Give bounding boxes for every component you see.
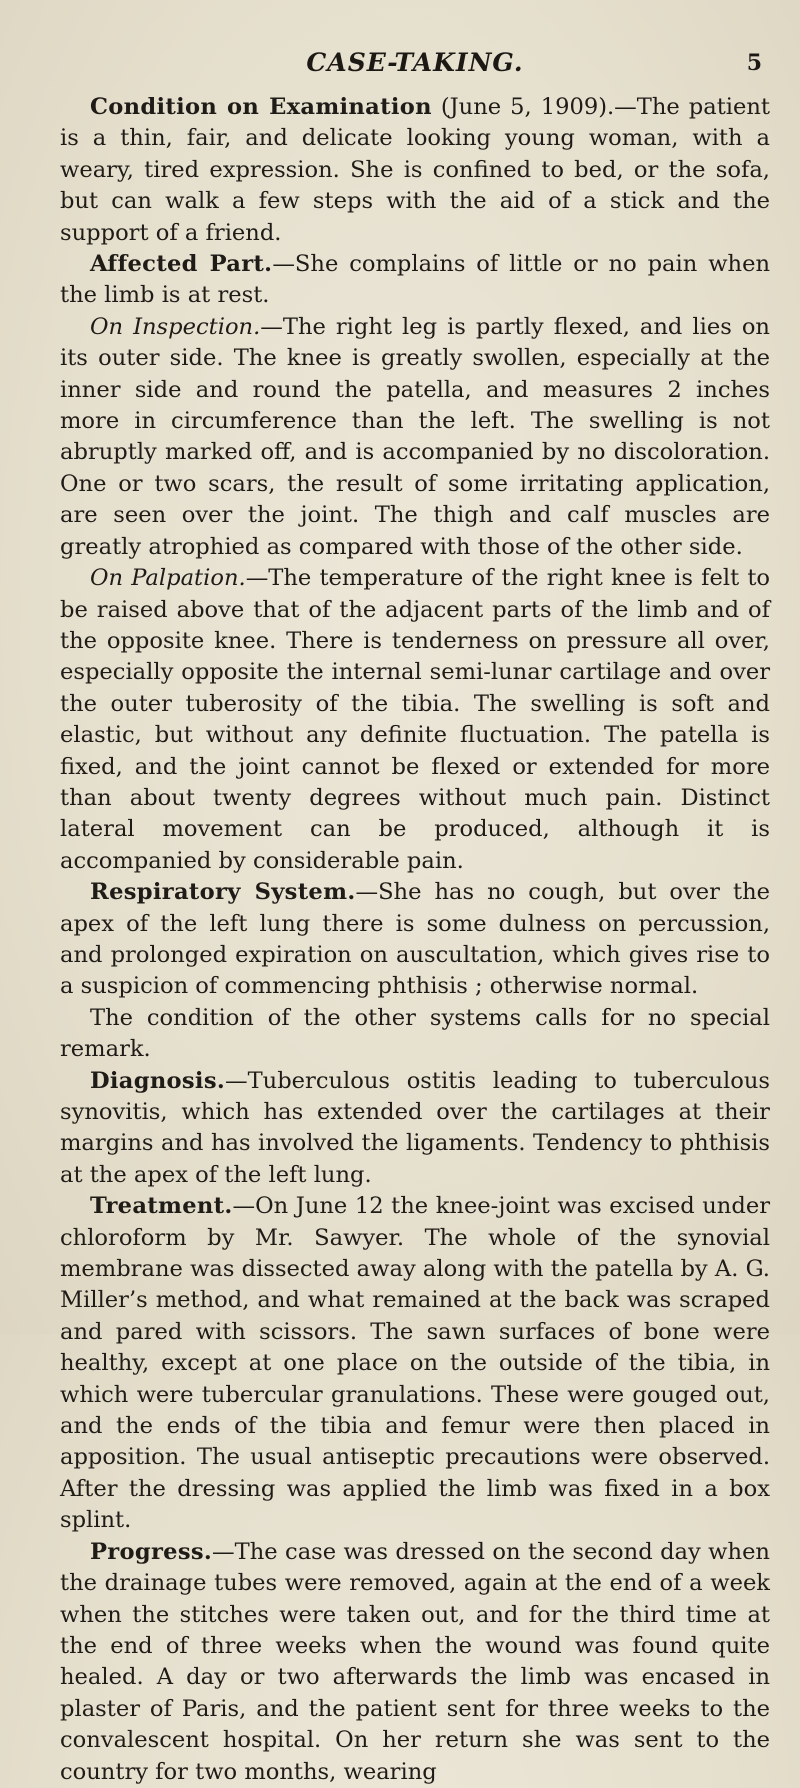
paragraph-on-inspection xyxy=(60,312,770,563)
section-heading: On Inspection. xyxy=(90,313,261,340)
paragraph-treatment xyxy=(60,1191,770,1536)
paragraph-text: —She complains of little or no pain when the limb is at rest. xyxy=(60,251,771,309)
paragraph-text: —The temperature of the right knee is felt to be raised above that of the adjacent parts of the limb and of the opposite knee. There is tenderness on pressure all over, especially opposite the internal semi-lunar cartilage and over the outer tuberosity of the tibia. The swelling is soft and elastic, but without any definite fluctuation. The patella is fixed, and the joint cannot be flexed or extended for more than about twenty degrees without much pain. Distinct lateral movement can be produced, although it is accompanied by considerable pain. xyxy=(60,565,770,874)
paragraph-condition-on-examination xyxy=(60,92,770,249)
section-heading: Treatment. xyxy=(90,1193,233,1220)
page-number: 5 xyxy=(746,50,762,76)
paragraph-progress xyxy=(60,1537,770,1788)
section-heading: Progress. xyxy=(90,1538,213,1565)
paragraph-text: —The case was dressed on the second day when the drainage tubes were removed, again at the end of a week when the stitches were taken out, and for the third time at the end of three weeks when the wound was found quite healed. A day or two afterwards the limb was encased in plaster of Paris, and the patient sent for three weeks to the convalescent hospital. On her return she was sent to the country for two months, wearing xyxy=(60,1538,770,1785)
section-heading: Diagnosis. xyxy=(90,1067,225,1094)
running-title: CASE-TAKING. xyxy=(306,48,524,77)
paragraph-on-palpation xyxy=(60,563,770,877)
paragraph-diagnosis xyxy=(60,1066,770,1192)
section-heading: Condition on Examination xyxy=(90,94,432,120)
running-header xyxy=(60,48,770,92)
paragraph-respiratory-system xyxy=(60,877,770,1003)
section-heading: Affected Part. xyxy=(90,251,273,278)
paragraph-text: —Tuberculous ostitis leading to tuberculous synovitis, which has extended over the cartilages at their margins and has involved the ligaments. Tendency to phthisis at the apex of the left lung. xyxy=(60,1067,770,1188)
body-text xyxy=(60,92,770,1788)
paragraph-text: (June 5, 1909).—The patient is a thin, fair, and delicate looking young woman, with a weary, tired expression. She is confined to bed, or the sofa, but can walk a few steps with the aid of a stick and the support of a friend. xyxy=(60,94,770,246)
paragraph-other-systems xyxy=(60,1003,770,1066)
paragraph-text: —She has no cough, but over the apex of the left lung there is some dulness on percussion, and prolonged expiration on auscultation, which gives rise to a suspicion of commencing phthisis ; otherwise normal. xyxy=(60,879,770,1000)
paragraph-affected-part xyxy=(60,249,770,312)
paragraph-text: —On June 12 the knee-joint was excised under chloroform by Mr. Sawyer. The whole of the synovial membrane was dissected away along with the patella by A. G. Miller’s method, and what remained at the back was scraped and pared with scissors. The sawn surfaces of bone were healthy, except at one place on the outside of the tibia, in which were tubercular granulations. These were gouged out, and the ends of the tibia and femur were then placed in apposition. The usual antiseptic precautions were observed. After the dressing was applied the limb was fixed in a box splint. xyxy=(60,1193,770,1534)
section-heading: Respiratory System. xyxy=(90,879,356,906)
section-heading: On Palpation. xyxy=(90,565,246,592)
paragraph-text: The condition of the other systems calls for no special remark. xyxy=(60,1004,770,1063)
paragraph-text: —The right leg is partly flexed, and lies on its outer side. The knee is greatly swollen, especially at the inner side and round the patella, and measures 2 inches more in circumference than the left. The swelling is not abruptly marked off, and is accompanied by no discoloration. One or two scars, the result of some irritating application, are seen over the joint. The thigh and calf muscles are greatly atrophied as compared with those of the other side. xyxy=(60,313,770,560)
